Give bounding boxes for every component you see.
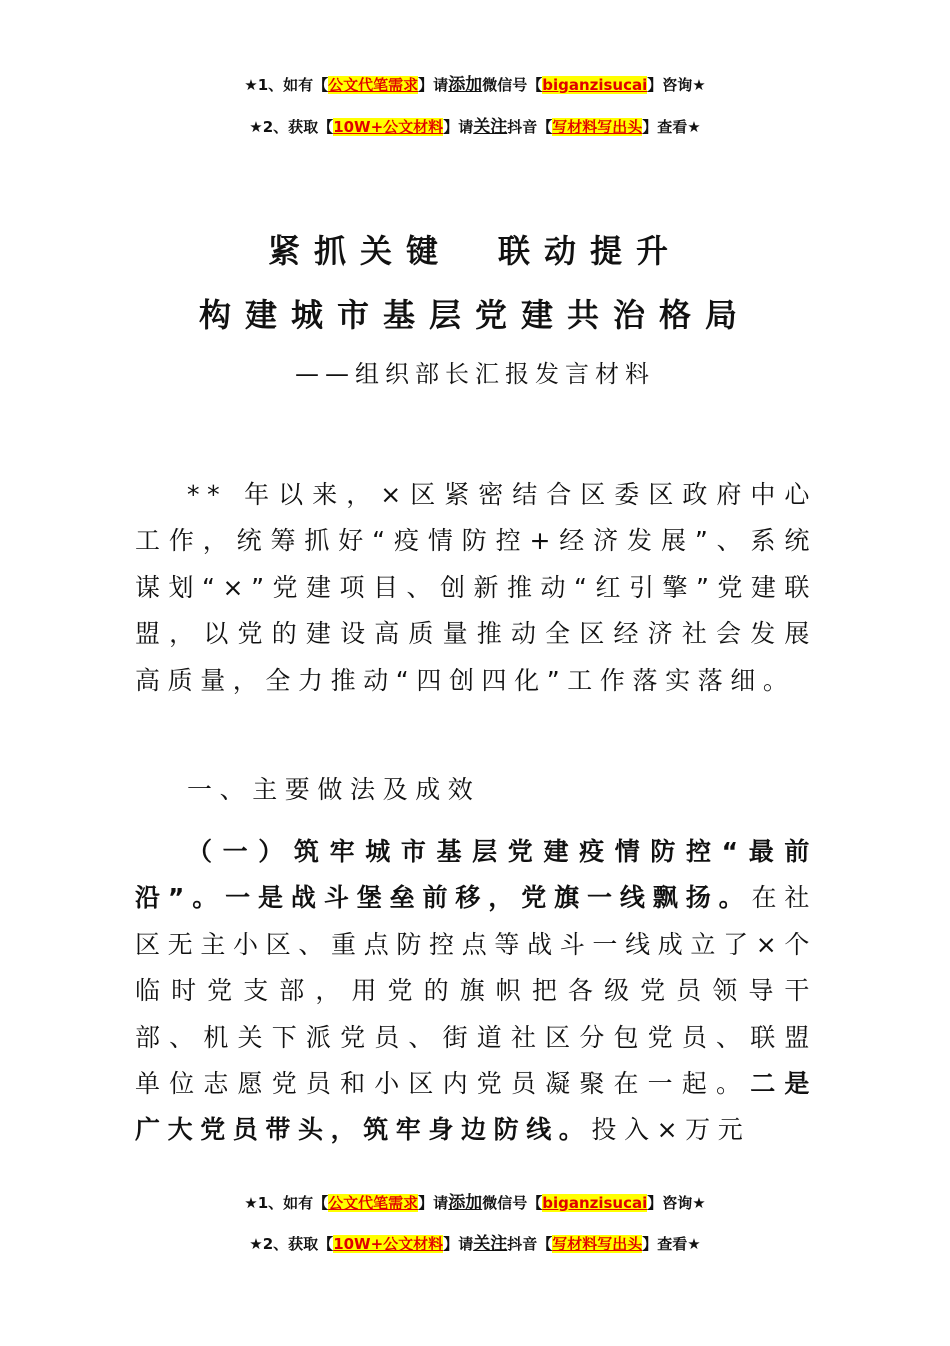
ad-line-2-footer [0,1229,950,1254]
ad-highlight: 10W+公文材料 [333,1235,444,1253]
ad-text: 抖音【 [507,118,553,136]
body-text: 投入×万元 [591,1115,751,1145]
ad-text: 】请 [418,1194,449,1212]
ad-text: 微信号【 [482,1194,543,1212]
paragraph-intro: ** 年以来，×区紧密结合区委区政府中心工作，统筹抓好“疫情防控+经济发展”、系统谋划“×”党建项目、创新推动“红引擎”党建联盟，以党的建设高质量推动全区经济社会发展高质量，全力推动“四创四化”工作落实落细。 [135,480,817,695]
paragraph-section-1 [135,829,817,1154]
ad-text: 】请 [443,1235,474,1253]
ad-underline: 添加 [448,1193,483,1213]
body-text: 在社区无主小区、重点防控点等战斗一线成立了×个临时党支部，用党的旗帜把各级党员领导干部、机关下派党员、街道社区分包党员、联盟单位志愿党员和小区内党员凝聚在一起。 [135,883,817,1099]
ad-text: ★2、获取【 [249,1235,334,1253]
ad-highlight: 10W+公文材料 [333,118,444,136]
ad-text: 抖音【 [507,1235,553,1253]
ad-text: ★1、如有【 [244,76,329,94]
section-heading: 一、主要做法及成效 [187,775,481,804]
ad-wechat-id: biganzisucai [542,76,648,94]
ad-underline: 关注 [473,117,508,137]
ad-highlight: 公文代笔需求 [328,1194,419,1212]
ad-underline: 关注 [473,1234,508,1254]
ad-text: 】咨询★ [647,1194,706,1212]
title-line-1: 紧抓关键 联动提升 [267,232,682,270]
ad-douyin-id: 写材料写出头 [552,1235,643,1253]
ad-text: 】咨询★ [647,76,706,94]
bold-lead: （一）筑牢城市基层党建疫情防控“最前沿”。一是战斗堡垒前移，党旗一线飘扬。 [135,837,817,913]
subtitle: ——组织部长汇报发言材料 [295,360,655,388]
ad-text: ★1、如有【 [244,1194,329,1212]
ad-highlight: 公文代笔需求 [328,76,419,94]
ad-text: 】请 [418,76,449,94]
ad-underline: 添加 [448,75,483,95]
ad-text: 】查看★ [642,118,701,136]
ad-text: 】查看★ [642,1235,701,1253]
ad-line-1-footer [0,1188,950,1213]
ad-wechat-id: biganzisucai [542,1194,648,1212]
ad-line-1 [0,70,950,95]
ad-douyin-id: 写材料写出头 [552,118,643,136]
bold-lead: 二是广大党员带头，筑牢身边防线。 [135,1069,817,1145]
ad-text: ★2、获取【 [249,118,334,136]
ad-line-2 [0,112,950,137]
ad-text: 微信号【 [482,76,543,94]
ad-text: 】请 [443,118,474,136]
title-line-2: 构建城市基层党建共治格局 [198,296,751,334]
